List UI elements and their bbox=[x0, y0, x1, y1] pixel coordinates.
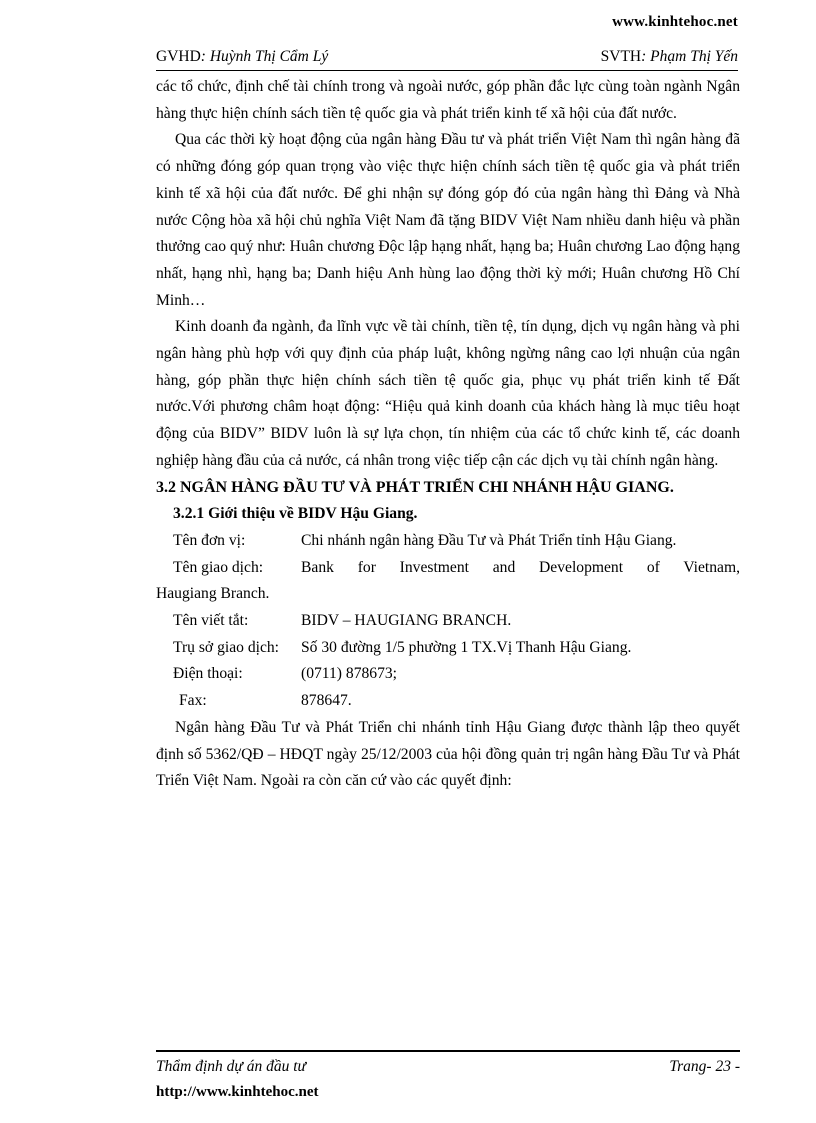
paragraph-business: Kinh doanh đa ngành, đa lĩnh vực về tài chính, tiền tệ, tín dụng, dịch vụ ngân hàng và phi ngân hàng phù hợp với quy định của pháp luật, không ngừng nâng cao lợi nhuận của ngân hàng, góp phần thực hiện chính sách tiền tệ quốc gia, phục vụ phát triển kinh tế Đất nước.Với phương châm hoạt động: “Hiệu quả kinh doanh của khách hàng là mục tiêu hoạt động của BIDV” BIDV luôn là sự lựa chọn, tín nhiệm của các tổ chức kinh tế, các doanh nghiệp hàng đầu của cả nước, cá nhân trong việc tiếp cận các dịch vụ tài chính ngân hàng. bbox=[156, 318, 740, 469]
header-student-name: : Phạm Thị Yến bbox=[641, 48, 738, 65]
header-student-label: SVTH bbox=[600, 48, 642, 65]
footer-title: Thẩm định dự án đầu tư bbox=[156, 1058, 306, 1075]
header-instructor-name: : Huỳnh Thị Cẩm Lý bbox=[200, 48, 329, 65]
page-header bbox=[156, 48, 738, 71]
info-value: BIDV – HAUGIANG BRANCH. bbox=[301, 612, 512, 630]
info-value: 878647. bbox=[301, 692, 352, 710]
header-instructor bbox=[156, 48, 328, 66]
subsection-heading: 3.2.1 Giới thiệu về BIDV Hậu Giang. bbox=[173, 505, 418, 523]
bottom-website-url: http://www.kinhtehoc.net bbox=[156, 1084, 319, 1100]
info-row-unit bbox=[156, 528, 740, 555]
info-row-headquarters bbox=[156, 635, 740, 662]
header-instructor-label: GVHD bbox=[156, 48, 201, 65]
paragraph-awards: Qua các thời kỳ hoạt động của ngân hàng Đầu tư và phát triển Việt Nam thì ngân hàng đã có những đóng góp quan trọng vào việc thực hiện chính sách tiền tệ quốc gia và phát triển kinh tế xã hội của đất nước. Để ghi nhận sự đóng góp đó của ngân hàng thì Đảng và Nhà nước Cộng hòa xã hội chủ nghĩa Việt Nam đã tặng BIDV Việt Nam nhiều danh hiệu và phần thưởng cao quý như: Huân chương Độc lập hạng nhất, hạng ba; Huân chương Lao động hạng nhất, hạng nhì, hạng ba; Danh hiệu Anh hùng lao động thời kỳ mới; Huân chương Hồ Chí Minh… bbox=[156, 131, 740, 309]
info-value-continuation: Haugiang Branch. bbox=[156, 585, 270, 603]
section-heading: 3.2 NGÂN HÀNG ĐẦU TƯ VÀ PHÁT TRIỂN CHI NHÁNH HẬU GIANG. bbox=[156, 478, 674, 496]
info-value: Chi nhánh ngân hàng Đầu Tư và Phát Triển tỉnh Hậu Giang. bbox=[301, 531, 677, 549]
info-label: Trụ sở giao dịch: bbox=[173, 638, 280, 656]
info-value: Số 30 đường 1/5 phường 1 TX.Vị Thanh Hậu Giang. bbox=[301, 638, 632, 656]
page-number: Trang- 23 - bbox=[669, 1058, 740, 1075]
info-row-abbreviation bbox=[156, 608, 740, 635]
paragraph-establishment: Ngân hàng Đầu Tư và Phát Triển chi nhánh tỉnh Hậu Giang được thành lập theo quyết định số 5362/QĐ – HĐQT ngày 25/12/2003 của hội đồng quản trị ngân hàng Đầu Tư và Phát Triển Việt Nam. Ngoài ra còn căn cứ vào các quyết định: bbox=[156, 718, 740, 790]
info-label: Tên viết tắt: bbox=[173, 612, 249, 630]
info-label: Điện thoại: bbox=[173, 665, 243, 683]
info-value: (0711) 878673; bbox=[301, 665, 398, 683]
info-row-fax bbox=[156, 688, 740, 715]
info-value: Bank for Investment and Development of Vietnam, bbox=[301, 558, 740, 576]
info-label: Tên giao dịch: bbox=[173, 558, 264, 576]
page-footer bbox=[156, 1050, 740, 1079]
header-student bbox=[601, 48, 738, 66]
info-row-trade-name bbox=[156, 555, 740, 582]
paragraph-continuation: các tổ chức, định chế tài chính trong và ngoài nước, góp phần đắc lực cùng toàn ngành Ngân hàng thực hiện chính sách tiền tệ quốc gia và phát triển kinh tế xã hội của đất nước. bbox=[156, 78, 740, 122]
info-label: Tên đơn vị: bbox=[173, 531, 246, 549]
top-website-url: www.kinhtehoc.net bbox=[612, 14, 738, 30]
info-row-phone bbox=[156, 661, 740, 688]
page-body bbox=[156, 74, 740, 795]
info-label: Fax: bbox=[179, 692, 207, 710]
